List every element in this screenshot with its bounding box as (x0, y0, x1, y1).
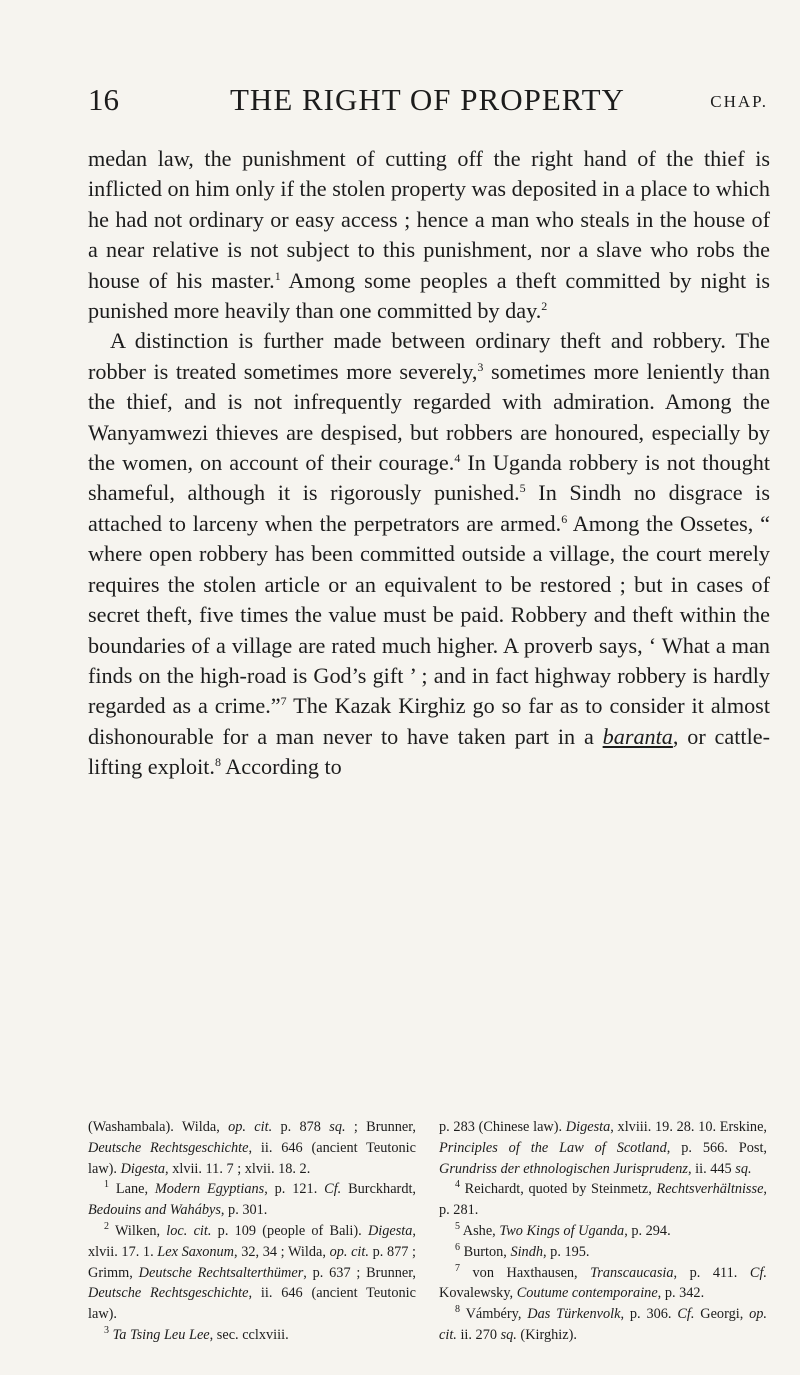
footnote-7 (439, 1263, 767, 1305)
fn-text: (Kirghiz). (516, 1326, 577, 1343)
fn-number: 2 (104, 1220, 109, 1232)
fn-text: , xlvii. 17. 1. (88, 1222, 416, 1260)
fn-text: Kovalewsky, (439, 1285, 517, 1302)
fn-text: ii. 270 (456, 1326, 501, 1343)
fn-text: , p. 342. (657, 1285, 705, 1302)
fn-italic: Cf. (677, 1306, 695, 1323)
fn-italic: sq. (329, 1119, 346, 1135)
footnote-8 (439, 1304, 767, 1346)
fn-italic: loc. cit. (166, 1222, 212, 1239)
fn-italic: Digesta (120, 1160, 166, 1177)
fn-italic: Grundriss der ethnologischen Jurisprudenz (439, 1160, 688, 1177)
fn-text: , p. 566. Post, (666, 1139, 768, 1156)
fn-text: Georgi, (694, 1306, 750, 1323)
fn-text: Lane, (109, 1181, 155, 1198)
footnote-ref: 7 (280, 694, 287, 709)
fn-italic: Das Türkenvolk (527, 1306, 621, 1323)
text-run: The Kazak Kirghiz go so far as to consider it almost dishonourable for a man never to have taken part in a (88, 693, 770, 749)
fn-text: Ashe, (460, 1222, 500, 1239)
fn-text: , p. 294. (624, 1222, 671, 1239)
fn-italic: Digesta (565, 1119, 611, 1135)
fn-text: , xlvii. 11. 7 ; xlvii. 18. 2. (165, 1160, 311, 1177)
fn-text: von Haxthausen, (460, 1264, 591, 1281)
text-run: A distinction is further made between ordinary theft and robbery. The robber is treated sometimes more severely, (88, 328, 770, 384)
fn-italic: Ta Tsing Leu Lee (112, 1326, 210, 1343)
fn-italic: Digesta (367, 1222, 413, 1239)
fn-italic: op. cit. (228, 1119, 273, 1135)
fn-text: , p. 306. (620, 1306, 678, 1323)
fn-text: Reichardt, quoted by Steinmetz, (460, 1181, 657, 1198)
fn-italic: Transcaucasia (590, 1264, 674, 1281)
fn-italic: Deutsche Rechtsgeschichte (88, 1139, 249, 1156)
text-run: sometimes more leniently than the thief, and is not infrequently regarded with admiration. Among the Wanyamwezi thieves are despised, but robbers are honoured, especially by the women, on account of their courage. (88, 358, 770, 476)
text-run: medan law, the punishment of cutting off the right hand of the thief is inflicted on him only if the stolen property was deposited in a place to which he had not ordinary or easy access ; hence a man who steals in the house of a near relative is not subject to this punishment, nor a slave who robs the house of his master. (88, 146, 770, 293)
fn-text: , p. 411. (673, 1264, 750, 1281)
footnote-ref: 1 (274, 268, 281, 283)
paragraph-1 (88, 144, 770, 326)
fn-italic: sq. (500, 1326, 517, 1343)
fn-italic: Lex Saxonum (157, 1243, 234, 1260)
fn-italic: Cf. (749, 1264, 768, 1281)
chapter-mark: CHAP. (710, 92, 768, 111)
fn-number: 5 (455, 1220, 460, 1232)
fn-text: (Washambala). Wilda, (88, 1119, 229, 1135)
fn-italic: sq. (735, 1160, 752, 1177)
fn-text: , p. 121. (264, 1181, 325, 1198)
italic-term: baranta (602, 723, 673, 749)
fn-italic: Coutume contemporaine (516, 1285, 658, 1302)
fn-text: , p. 301. (220, 1202, 268, 1219)
footnote-ref: 2 (541, 299, 548, 314)
text-run: In Uganda robbery is not thought shameful, although it is rigorously punished. (88, 450, 770, 506)
footnote-2 (88, 1221, 416, 1325)
fn-number: 7 (455, 1262, 460, 1274)
footnote-3 (88, 1325, 416, 1346)
paragraph-2 (88, 326, 770, 782)
footnote-5 (439, 1221, 767, 1242)
fn-text: , p. 637 ; Brunner, (303, 1264, 416, 1281)
footnotes-left-column (88, 1117, 416, 1346)
fn-text: p. 877 ; Grimm, (88, 1243, 416, 1281)
footnote-ref: 5 (519, 481, 526, 496)
footnote-ref: 4 (454, 451, 461, 466)
fn-text: p. 283 (Chinese law). (439, 1119, 566, 1135)
footnote-ref: 8 (214, 755, 221, 770)
fn-text: , ii. 646 (ancient Teutonic law). (88, 1285, 416, 1323)
fn-text: , sec. cclxviii. (209, 1326, 289, 1343)
fn-italic: op. cit. (439, 1306, 767, 1343)
fn-number: 1 (104, 1179, 109, 1191)
fn-italic: Two Kings of Uganda (499, 1222, 625, 1239)
fn-text: p. 878 (272, 1119, 330, 1135)
fn-number: 6 (455, 1241, 460, 1253)
fn-number: 4 (455, 1179, 460, 1191)
fn-text: , ii. 646 (ancient Teutonic law). (88, 1139, 416, 1177)
fn-italic: Cf. (324, 1181, 342, 1198)
fn-italic: op. cit. (329, 1243, 369, 1260)
fn-italic: Rechtsverhältnisse (656, 1181, 764, 1198)
text-run: Among the Ossetes, “ where open robbery has been committed outside a village, the court merely requires the stolen article or an equivalent to be restored ; but in cases of secret theft, five times the value must be paid. Robbery and theft within the boundaries of a village are rated much higher. A proverb says, ‘ What a man finds on the high-road is God’s gift ’ ; and in fact highway robbery is hardly regarded as a crime.” (88, 510, 770, 719)
fn-italic: Modern Egyptians (154, 1181, 265, 1198)
fn-text: , 32, 34 ; Wilda, (234, 1243, 330, 1260)
fn-italic: Deutsche Rechtsgeschichte (88, 1285, 249, 1302)
fn-text: Vámbéry, (460, 1306, 528, 1323)
fn-italic: Bedouins and Wahábys (88, 1202, 221, 1219)
fn-number: 3 (104, 1324, 109, 1336)
main-text (88, 144, 770, 783)
fn-text: , ii. 445 (688, 1160, 736, 1177)
fn-text: , p. 195. (543, 1243, 590, 1260)
footnote-ref: 6 (561, 511, 568, 526)
text-run: Among some peoples a theft committed by night is punished more heavily than one committed by day. (88, 267, 770, 324)
footnote-continuation (439, 1117, 767, 1179)
fn-italic: Deutsche Rechtsalterthümer (138, 1264, 304, 1281)
fn-text: ; Brunner, (345, 1119, 417, 1135)
fn-number: 8 (455, 1304, 460, 1316)
text-run: In Sindh no disgrace is attached to larceny when the perpetrators are armed. (88, 480, 770, 536)
text-run: According to (220, 754, 342, 780)
fn-text: , p. 281. (439, 1181, 767, 1219)
fn-text: , xlviii. 19. 28. 10. Erskine, (610, 1119, 767, 1135)
text-run: , or cattle-lifting exploit. (88, 723, 770, 780)
fn-italic: Principles of the Law of Scotland (439, 1139, 667, 1156)
running-title: THE RIGHT OF PROPERTY (230, 82, 625, 117)
fn-italic: Sindh (510, 1243, 544, 1260)
footnotes-right-column (439, 1117, 767, 1346)
footnote-4 (439, 1179, 767, 1221)
fn-text: Burckhardt, (341, 1181, 417, 1198)
fn-text: Burton, (460, 1243, 511, 1260)
footnotes (88, 1117, 770, 1347)
footnote-1 (88, 1179, 416, 1221)
footnote-ref: 3 (477, 359, 484, 374)
footnote-continuation (88, 1117, 416, 1179)
fn-text: Wilken, (109, 1222, 167, 1239)
running-header (88, 78, 768, 122)
fn-text: p. 109 (people of Bali). (211, 1222, 368, 1239)
page-number: 16 (88, 82, 119, 117)
footnote-6 (439, 1242, 767, 1263)
